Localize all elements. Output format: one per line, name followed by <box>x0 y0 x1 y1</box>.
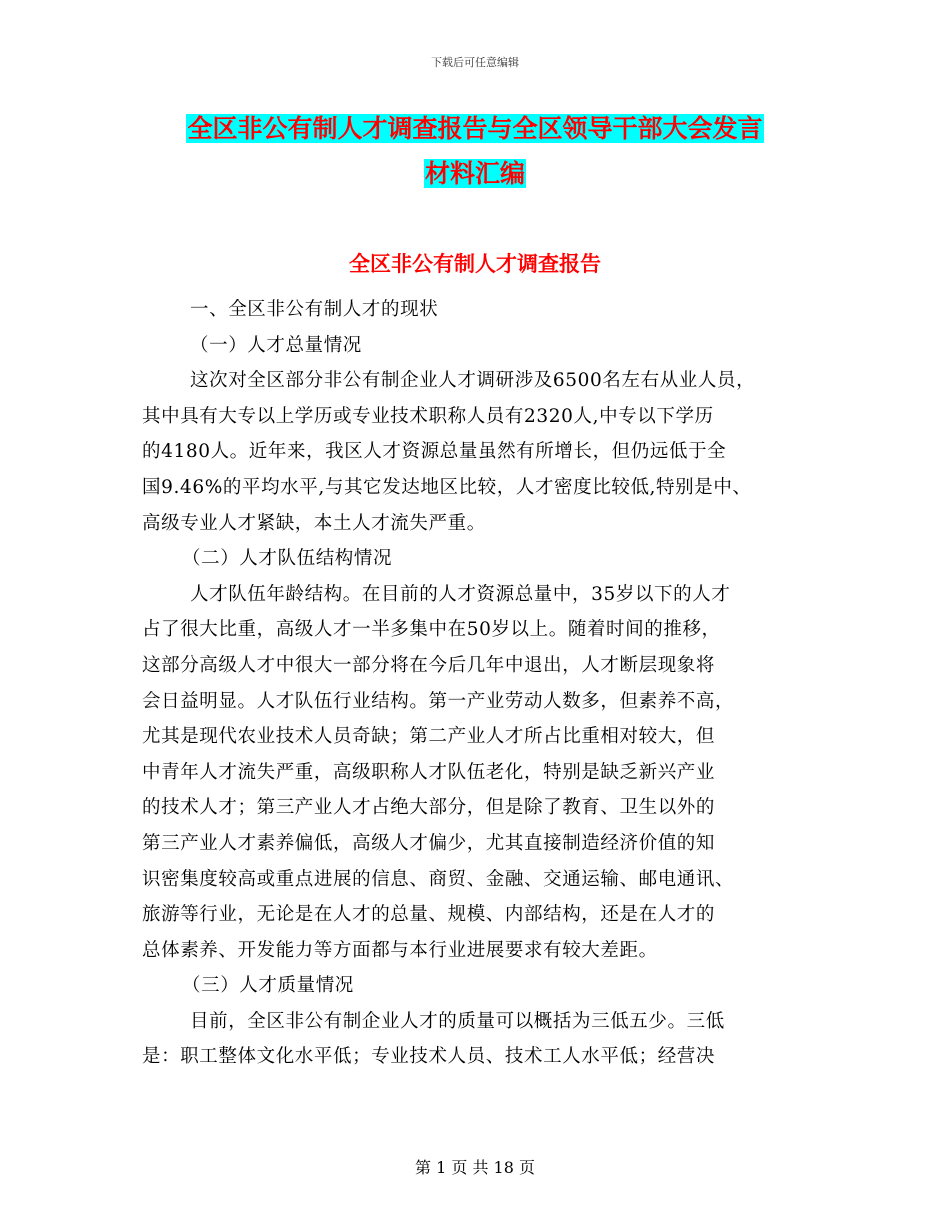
paragraph-line: 旅游等行业，无论是在人才的总量、规模、内部结构，还是在人才的 <box>142 904 716 926</box>
paragraph-line: 会日益明显。人才队伍行业结构。第一产业劳动人数多，但素养不高， <box>142 690 735 712</box>
paragraph-line: 第三产业人才素养偏低，高级人才偏少，尤其直接制造经济价值的知 <box>142 832 716 854</box>
header-note: 下载后可任意编辑 <box>431 56 519 69</box>
paragraph-line: 目前，全区非公有制企业人才的质量可以概括为三低五少。三低 <box>190 1010 725 1032</box>
paragraph-line: 高级专业人才紧缺，本土人才流失严重。 <box>142 512 486 534</box>
paragraph-line: 是：职工整体文化水平低；专业技术人员、技术工人水平低；经营决 <box>142 1046 716 1068</box>
paragraph-line: 的4180人。近年来，我区人才资源总量虽然有所增长，但仍远低于全 <box>142 441 727 463</box>
main-title-line-2 <box>0 158 950 190</box>
paragraph-line: 占了很大比重，高级人才一半多集中在50岁以上。随着时间的推移， <box>142 619 721 641</box>
main-title-line-1 <box>0 113 950 145</box>
subsection-heading: （二）人才队伍结构情况 <box>182 548 393 570</box>
paragraph-line: 其中具有大专以上学历或专业技术职称人员有2320人,中专以下学历 <box>142 405 714 427</box>
paragraph-line: 识密集度较高或重点进展的信息、商贸、金融、交通运输、邮电通讯、 <box>142 868 735 890</box>
page-footer: 第 1 页 共 18 页 <box>415 1158 535 1177</box>
main-title-line-1-text: 全区非公有制人才调查报告与全区领导干部大会发言 <box>187 114 763 143</box>
paragraph-line: 人才队伍年龄结构。在目前的人才资源总量中，35岁以下的人才 <box>190 583 731 605</box>
paragraph-line: 这次对全区部分非公有制企业人才调研涉及6500名左右从业人员， <box>190 370 756 392</box>
paragraph-line: 国9.46%的平均水平,与其它发达地区比较，人才密度比较低,特别是中、 <box>142 476 752 498</box>
paragraph-line: 的技术人才；第三产业人才占绝大部分，但是除了教育、卫生以外的 <box>142 797 716 819</box>
report-title: 全区非公有制人才调查报告 <box>349 252 601 276</box>
subsection-heading: （一）人才总量情况 <box>190 334 362 356</box>
body-text <box>142 292 832 1075</box>
paragraph-line: 这部分高级人才中很大一部分将在今后几年中退出，人才断层现象将 <box>142 654 716 676</box>
section-heading: 一、全区非公有制人才的现状 <box>190 299 439 320</box>
paragraph-line: 尤其是现代农业技术人员奇缺；第二产业人才所占比重相对较大，但 <box>142 726 716 748</box>
paragraph-line: 中青年人才流失严重，高级职称人才队伍老化，特别是缺乏新兴产业 <box>142 761 716 783</box>
subsection-heading: （三）人才质量情况 <box>182 975 354 997</box>
main-title-line-2-text: 材料汇编 <box>424 159 525 188</box>
paragraph-line: 总体素养、开发能力等方面都与本行业进展要求有较大差距。 <box>142 939 658 961</box>
